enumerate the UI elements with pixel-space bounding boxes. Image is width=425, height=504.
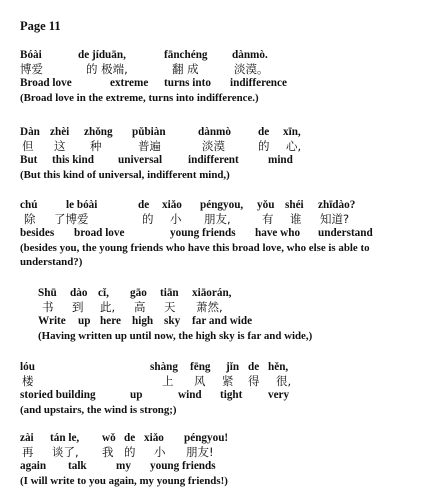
pinyin-word: lóu [20, 361, 35, 373]
pinyin-word: zhǒng [84, 126, 113, 138]
gloss-word: universal [118, 154, 163, 167]
gloss-line [20, 226, 420, 240]
gloss-line [20, 76, 420, 90]
chinese-word: 除 [24, 212, 36, 227]
gloss-word: again [20, 460, 47, 473]
chinese-word: 普遍 [138, 139, 161, 154]
chinese-word: 很, [276, 374, 292, 389]
gloss-word: young friends [150, 460, 216, 473]
chinese-word: 的 [258, 139, 270, 154]
chinese-word: 的 [124, 445, 136, 460]
stanza-3 [20, 198, 420, 269]
gloss-word: up [130, 389, 143, 402]
pinyin-line [20, 48, 420, 62]
chinese-word: 有 [262, 212, 274, 227]
chinese-word: 天 [164, 300, 176, 315]
page-title: Page 11 [20, 19, 61, 33]
gloss-line [20, 459, 420, 473]
translation-line: (But this kind of universal, indifferent mind,) [20, 168, 230, 181]
chinese-word: 淡漠 [202, 139, 225, 154]
pinyin-word: cǐ, [98, 287, 109, 299]
pinyin-word: Shū [38, 287, 57, 299]
pinyin-word: tán le, [50, 432, 80, 444]
pinyin-word: de [124, 432, 136, 444]
chinese-word: 谈了, [52, 445, 79, 460]
chinese-word: 小 [154, 445, 166, 460]
pinyin-word: dànmò [198, 126, 231, 138]
chinese-word: 得 [248, 374, 260, 389]
gloss-word: indifferent [188, 154, 239, 167]
gloss-word: young friends [170, 227, 236, 240]
chinese-word: 心, [286, 139, 302, 154]
pinyin-word: zhīdào? [318, 199, 356, 211]
pinyin-word: xīn, [283, 126, 301, 138]
gloss-word: talk [68, 460, 87, 473]
gloss-word: high [132, 315, 154, 328]
gloss-word: have who [255, 227, 301, 240]
pinyin-line [20, 431, 420, 445]
gloss-word: broad love [74, 227, 125, 240]
pinyin-word: tiān [160, 287, 179, 299]
pinyin-word: hěn, [268, 361, 289, 373]
pinyin-word: jǐn [226, 361, 240, 373]
pinyin-word: xiāorán, [192, 287, 232, 299]
pinyin-word: le bóài [66, 199, 98, 211]
chinese-word: 淡漠。 [234, 62, 269, 77]
pinyin-word: Bóài [20, 49, 42, 61]
stanza-5 [20, 360, 420, 417]
pinyin-word: de [138, 199, 150, 211]
pinyin-word: fēng [190, 361, 211, 373]
gloss-word: Broad love [20, 77, 72, 90]
chinese-word: 风 [194, 374, 206, 389]
gloss-word: wind [178, 389, 202, 402]
pinyin-word: péngyou, [200, 199, 244, 211]
gloss-word: my [116, 460, 131, 473]
chinese-line [20, 212, 420, 226]
gloss-word: turns into [164, 77, 211, 90]
pinyin-word: dànmò. [232, 49, 268, 61]
gloss-word: very [268, 389, 290, 402]
pinyin-word: de [258, 126, 270, 138]
pinyin-word: de jíduān, [78, 49, 126, 61]
stanza-6 [20, 431, 420, 488]
gloss-word: storied building [20, 389, 96, 402]
gloss-word: sky [164, 315, 181, 328]
translation-line: (I will write to you again, my young friends!) [20, 474, 228, 487]
stanza-1 [20, 48, 420, 105]
pinyin-word: dào [70, 287, 88, 299]
chinese-word: 楼 [22, 374, 34, 389]
pinyin-word: wǒ [102, 432, 116, 444]
chinese-word: 高 [134, 300, 146, 315]
pinyin-word: gāo [130, 287, 147, 299]
chinese-line [20, 445, 420, 459]
gloss-line [38, 314, 425, 328]
chinese-word: 上 [162, 374, 174, 389]
gloss-word: here [100, 315, 121, 328]
gloss-word: understand [318, 227, 373, 240]
chinese-word: 这 [54, 139, 66, 154]
pinyin-word: zhèi [50, 126, 70, 138]
chinese-word: 谁 [290, 212, 302, 227]
chinese-word: 种 [90, 139, 102, 154]
gloss-word: besides [20, 227, 55, 240]
chinese-word: 再 [22, 445, 34, 460]
pinyin-word: xiǎo [144, 432, 164, 444]
gloss-word: tight [220, 389, 243, 402]
pinyin-line [20, 125, 420, 139]
chinese-word: 的 [142, 212, 154, 227]
pinyin-word: fānchéng [164, 49, 208, 61]
chinese-word: 萧然, [196, 300, 223, 315]
pinyin-word: shàng [150, 361, 178, 373]
pinyin-line [20, 198, 420, 212]
gloss-word: far and wide [192, 315, 253, 328]
chinese-word: 书 [42, 300, 54, 315]
pinyin-word: pǔbiàn [132, 126, 166, 138]
stanza-4 [38, 286, 425, 343]
chinese-word: 我 [102, 445, 114, 460]
gloss-line [20, 388, 420, 402]
pinyin-word: xiǎo [162, 199, 182, 211]
chinese-line [38, 300, 425, 314]
chinese-word: 到 [72, 300, 84, 315]
pinyin-word: zài [20, 432, 34, 444]
chinese-line [20, 62, 420, 76]
chinese-word: 了博爱 [54, 212, 89, 227]
chinese-line [20, 374, 420, 388]
gloss-word: extreme [110, 77, 149, 90]
pinyin-line [38, 286, 425, 300]
chinese-word: 博爱 [20, 62, 43, 77]
stanza-2 [20, 125, 420, 182]
pinyin-word: péngyou! [184, 432, 229, 444]
pinyin-word: yǒu [257, 199, 275, 211]
translation-line: (and upstairs, the wind is strong;) [20, 403, 177, 416]
chinese-word: 紧 [222, 374, 234, 389]
gloss-word: up [78, 315, 91, 328]
gloss-line [20, 153, 420, 167]
chinese-word: 翻 成 [172, 62, 199, 77]
chinese-word: 此, [100, 300, 116, 315]
gloss-word: indifference [230, 77, 287, 90]
translation-line: (besides you, the young friends who have this broad love, who else is able to understand?) [20, 241, 370, 268]
pinyin-word: de [248, 361, 260, 373]
chinese-word: 但 [22, 139, 34, 154]
gloss-word: But [20, 154, 38, 167]
pinyin-word: shéi [285, 199, 304, 211]
gloss-word: Write [38, 315, 66, 328]
chinese-word: 朋友, [204, 212, 231, 227]
gloss-word: mind [268, 154, 293, 167]
chinese-word: 知道? [320, 212, 350, 227]
translation-line: (Broad love in the extreme, turns into indifference.) [20, 91, 259, 104]
chinese-word: 小 [170, 212, 182, 227]
pinyin-word: chú [20, 199, 38, 211]
translation-line: (Having written up until now, the high sky is far and wide,) [38, 329, 313, 342]
gloss-word: this kind [52, 154, 94, 167]
pinyin-line [20, 360, 420, 374]
pinyin-word: Dàn [20, 126, 40, 138]
chinese-line [20, 139, 420, 153]
chinese-word: 朋友! [186, 445, 214, 460]
chinese-word: 的 极端, [86, 62, 128, 77]
